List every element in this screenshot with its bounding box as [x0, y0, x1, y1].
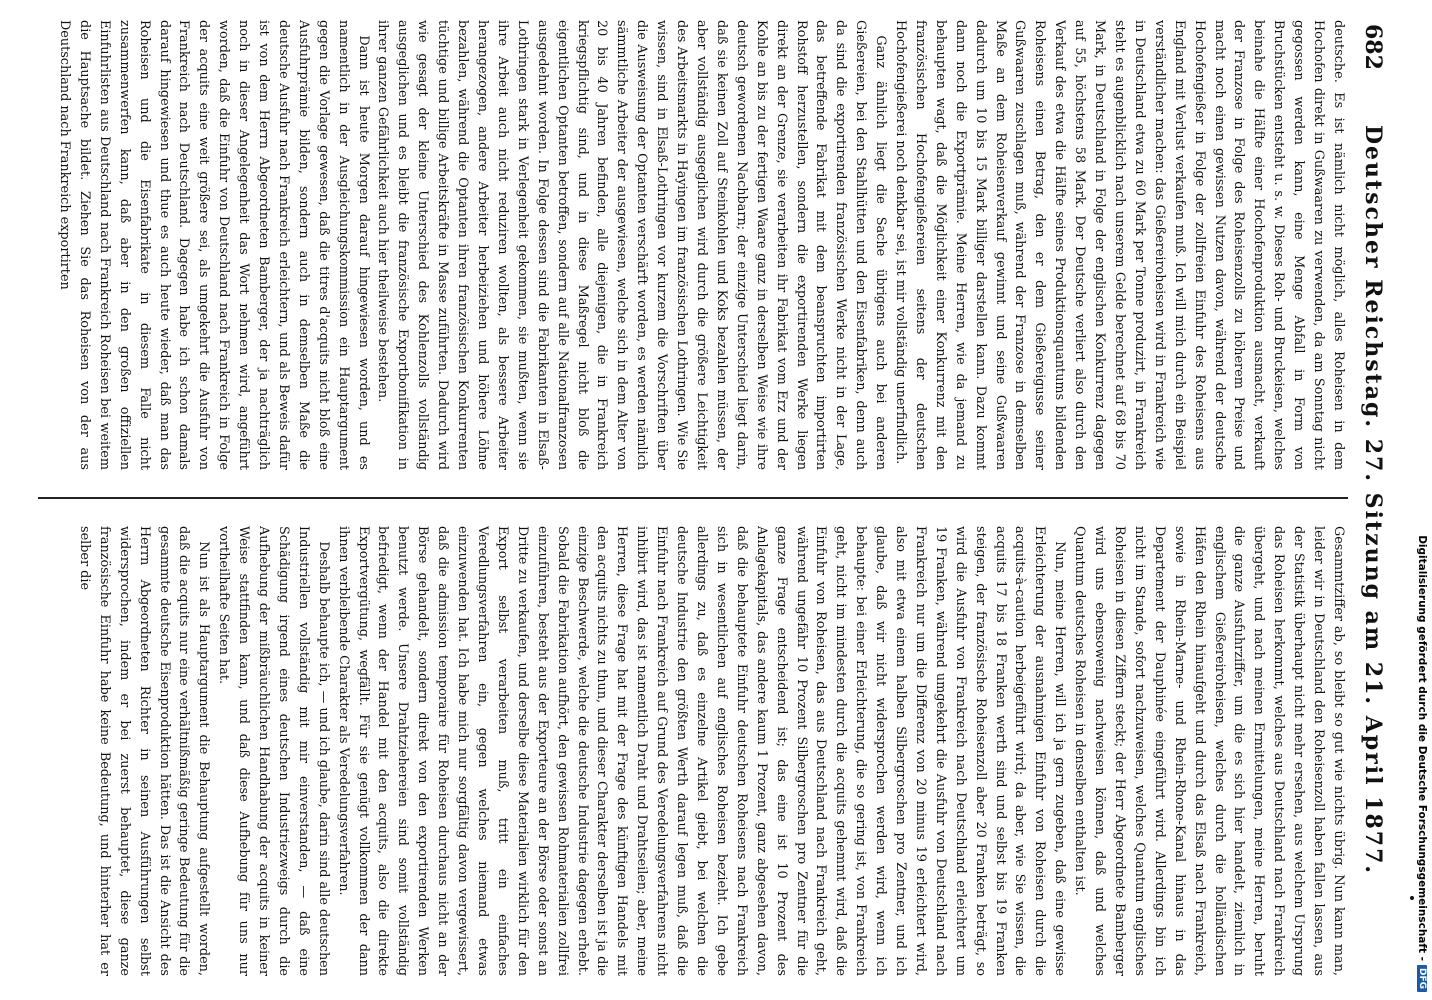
- right-column: [32, 526, 1348, 976]
- credit-text: Digitalisierung gefördert durch die Deutsche Forschungsgemeinschaft -: [1416, 535, 1428, 961]
- paragraph: Ganz ähnlich liegt die Sache übrigens auch bei anderen Gießereien, bei den Stahlhütten und den Eisenfabriken, denn auch da sind die exportirenden französischen Werke nicht in der Lage, das betreffende Fabrikat mit dem beanspruchten importirten Rohstoff herzustellen, sondern die exportirenden Werke liegen direkt an der Grenze, sie verarbeiten ihr Fabrikat vom Erz und der Kohle an bis zu der fertigen Waare ganz in derselben Weise wie ihre deutsch gewordenen Nachbarn; der einzige Unterschied liegt darin, daß sie keinen Zoll auf Steinkohlen und Koks bezahlen müssen, der aber vollständig ausgeglichen wird durch die größere Leichtigkeit des Arbeitsmarkts in Hayingen im französischen Lothringen. Wie Sie wissen, sind in Elsaß-Lothringen vor kurzem die Vorschriften über die Ausweisung der Optanten verschärft worden, es werden nämlich sämmtliche Arbeiter der ausgewiesen, welche sich in dem Alter von 20 bis 40 Jahren befinden, alle diejenigen, die in Frankreich kriegspflichtig sind, und in diese Maßregel nicht bloß die eigentlichen Optanten betroffen, sondern auf alle Nationalfranzosen ausgedehnt worden. In Folge dessen sind die Fabrikanten in Elsaß-Lothringen stark in Verlegenheit gekommen, sie mußten, wenn sie ihre Arbeit auch nicht reduziren wollten, als bessere Arbeiter herangezogen, andere Arbeiter herbeiziehen und höhere Löhne bezahlen, während die Optanten ihren französischen Konkurrenten tüchtige und billige Arbeitskräfte in Masse zuführten. Dadurch wird wie gesagt der kleine Unterschied des Kohlenzolls vollständig ausgeglichen und es bleibt die französische Exportbonifikation in ihrer ganzen Gefährlichkeit auch hier theilweise bestehen.: [375, 20, 889, 470]
- paragraph: deutsche. Es ist nämlich nicht möglich, alles Roheisen in dem Hochofen direkt in Gußwaaren zu verwenden, da am Sonntag nicht gegossen werden kann, eine Menge Abfall in Form von Bruchstücken entsteht u. s. w. Dieses Roh- und Bruckeisen, welches beinahe die Hälfte einer Hochofenproduktion ausmacht, verkauft der Franzose in Folge des Roheisenzolls zu höherem Preise und macht noch einen gewissen Nutzen davon, während der deutsche Hochofengießer in Folge der zollfreien Einfuhr des Roheisens aus England mit Verlust verkaufen muß. Ich will mich durch ein Beispiel verständlicher machen: das Gießereiroheisen wird in Frankreich wie in Deutschland etwa zu 60 Mark per Tonne produzirt, in Frankreich steht es augenblicklich nach unserem Gelde berechnet auf 68 bis 70 Mark, in Deutschland in Folge der englischen Konkurrenz dagegen auf 55, höchstens 58 Mark. Der Deutsche verliert also durch den Verkauf des etwa die Hälfte seines Produktionsquantums bildenden Roheisens einen Betrag, den er dem Gießereigusse seiner Gußwaaren zuschlagen muß, während der Franzose in demselben Maße an dem Roheisenverkauf gewinnt und seine Gußwaaren dadurch um 10 bis 15 Mark billiger darstellen kann. Dazu kommt dann noch die Exportprämie. Meine Herren, wie da jemand zu behaupten wagt, daß die Möglichkeit einer Konkurrenz mit den französischen Hochofengießereien seitens der deutschen Hochofengießerei noch denkbar sei, ist mir vollständig unerfindlich.: [893, 20, 1346, 470]
- paragraph: Deshalb behaupte ich, — und ich glaube, darin sind alle deutschen Industriellen vollständig mit mir einverstanden, — daß eine Schädigung irgend eines deutschen Industriezweigs durch die Aufhebung der mißbräuchlichen Handhabung der acquits in keiner Weise stattfinden kann, und daß diese Aufhebung für uns nur vortheilhafte Seiten hat.: [216, 526, 331, 976]
- scan-dot: [1410, 896, 1414, 900]
- paragraph: Nun, meine Herren, will ich ja gern zugeben, daß eine gewisse Erleichterung der ausnahmigen Einfuhr von Roheisen durch die acquits-à-caution herbeigeführt wird; da aber, wie Sie wissen, die acquits 17 bis 18 Franken werth sind und selbst bis 19 Franken steigen, der französische Roheisenzoll aber 20 Franken beträgt, so wird die Ausfuhr von Frankreich nach Deutschland erleichtert um 19 Franken, während umgekehrt die Ausfuhr von Deutschland nach Frankreich nur um die Differenz von 20 minus 19 erleichtert wird, also mit etwa einem halben Silbergroschen pro Zentner, und ich glaube, daß wir nicht widersprochen werden wird, wenn ich behaupte: bei einer Erleichterung, die so gering ist, von Frankreich geht, nicht im mindesten durch die acquits gehemmt wird, daß die Einfuhr von Roheisen, das aus Deutschland nach Frankreich geht, während ungefähr 10 Prozent Silbergroschen pro Zentner für die ganze Frage entscheidend ist; das eine ist 10 Prozent des Anlagekapitals, das andere kaum 1 Prozent, ganz abgesehen davon, daß die behauptete Einfuhr deutschen Roheisens nach Frankreich sich in wesentlichen auf englisches Roheisen bezieht. Ich gebe allerdings zu, daß es einzelne Artikel giebt, bei welchen die deutsche Industrie den größten Werth darauf legen muß, daß die Einfuhr nach Frankreich auf Grund des Veredelungsverfahrens nicht inhibirt wird, das ist namentlich Draht und Drahtseilen; aber, meine Herren, diese Frage hat mit der Frage des künftigen Handels mit den acquits nichts zu thun, und dieser Charakter derselben ist ja die einzige Beschwerde, welche die deutsche Industrie dagegen erhebt. Sobald die Fabrikation aufhört, den gewissen Rohmaterialien zollfrei einzuführen, besteht aus der Exporteure an der Börse oder sonst an Dritte zu verkaufen, und derselbe diese Materialien wirklich für den Export selbst verarbeiten muß, tritt ein einfaches Veredlungsverfahren ein, gegen welches niemand etwas einzuwenden hat. Ich habe mich nur sorgfältig davon vergewissert, daß die admission temporaire für Roheisen durchaus nicht an der Börse gehandelt, sondern direkt von den exportirenden Werken benutzt werde. Unsere Drahtziehereien sind somit vollständig befriedigt, wenn der Handel mit den acquits, also die direkte Exportvergütung, wegfällt. Für sie genügt vollkommen der dann ihnen verbleibende Charakter als Veredelungsverfahren.: [335, 526, 1068, 976]
- paragraph: Dann ist heute Morgen darauf hingewiesen worden, und es namentlich in der Ausgleichungskommission ein Hauptargument gegen die Vorlage gewesen, daß die titres d'acquits nicht bloß eine Ausfuhrprämie bilden, sondern auch in demselben Maße die deutsche Ausfuhr nach Frankreich erleichtern, und als Beweis dafür ist von dem Herrn Abgeordneten Bamberger, der ja nachträglich noch in dieser Angelegenheit das Wort nehmen wird, angeführt worden, daß die Einfuhr von Deutschland nach Frankreich in Folge der acquits eine weit größere sei, als umgekehrt die Ausfuhr von Frankreich nach Deutschland. Dagegen habe ich schon damals darauf hingewiesen und thue es auch heute wieder, daß man das Roheisen und die Eisenfabrikate in diesem Falle nicht zusammenwerfen kann, daß aber in den großen offiziellen Einfuhrlisten aus Deutschland nach Frankreich Roheisen bei weitem die Hauptsache bildet. Ziehen Sie das Roheisen von der aus Deutschland nach Frankreich exportirten: [57, 20, 371, 470]
- paragraph: Nun ist als Hauptargument die Behauptung aufgestellt worden, daß die acquits nur eine verhältnißmäßig geringe Bedeutung für die gesammte deutsche Eisenproduktion hätten. Das ist die Ansicht des Herrn Abgeordneten Richter in seinen Ausführungen selbst widersprochen, indem er bei zuerst behauptet, diese ganze französische Einfuhr habe keine Bedeutung, und hinterher hat er selber die: [76, 526, 212, 976]
- digitization-credit: [1412, 0, 1432, 1000]
- paragraph: Gesammtziffer ab, so bleibt so gut wie nichts übrig. Nun kann man, leider wir in Deutschland den Roheisenzoll haben fallen lassen, aus der Statistik überhaupt nicht mehr ersehen, aus welchem Ursprung das Roheisen herkommt, welches aus Deutschland nach Frankreich übergeht, und nach meinen Ermittelungen, meine Herren, beruht die ganze Ausfuhrziffer, um die es sich hier handelt, ziemlich in englischem Gießereiroheisen, welches durch die holländischen Häfen den Rhein hinaufgeht und durch das Elsaß nach Frankreich, sowie in Rhein-Marne- und Rhein-Rhone-Kanal hinaus in das Departement der Dauphinée eingeführt wird. Allerdings bin ich nicht im Stande, sofort nachzuweisen, welches Quantum englisches Roheisen in diesen Ziffern steckt; der Herr Abgeordnete Bamberger wird uns ebensowenig nachweisen können, daß und welches Quantum deutsches Roheisen in denselben enthalten ist.: [1072, 526, 1346, 976]
- running-title: Deutscher Reichstag. 27. Sitzung am 21. April 1877.: [1360, 124, 1386, 876]
- page-header: [1348, 20, 1392, 980]
- left-column: [32, 20, 1348, 470]
- page-number: 682: [1360, 24, 1386, 70]
- rotated-page-content: [32, 20, 1392, 980]
- column-divider: [38, 497, 1348, 499]
- dfg-logo: DFG: [1417, 965, 1427, 992]
